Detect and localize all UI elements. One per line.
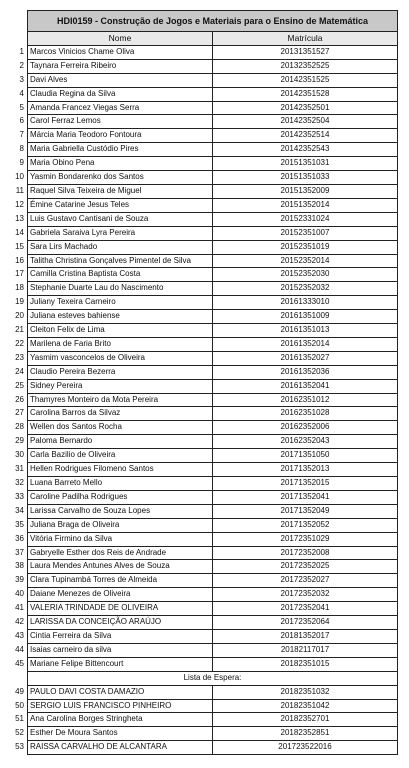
table-row xyxy=(0,73,398,87)
student-name: Juliany Texeira Carneiro xyxy=(28,296,213,310)
table-row xyxy=(0,129,398,143)
sheet-title: HDI0159 - Construção de Jogos e Materiais para o Ensino de Matemática xyxy=(28,11,398,32)
row-number: 14 xyxy=(15,227,24,237)
table-row xyxy=(0,643,398,657)
table-row xyxy=(0,310,398,324)
student-name: Raquel Silva Teixeira de Miguel xyxy=(28,184,213,198)
student-id: 20152331024 xyxy=(213,212,398,226)
table-row xyxy=(0,449,398,463)
student-id: 20171351050 xyxy=(213,449,398,463)
student-id: 20172352027 xyxy=(213,574,398,588)
student-name: Carol Ferraz Lemos xyxy=(28,115,213,129)
student-id: 20182351032 xyxy=(213,685,398,699)
row-number: 7 xyxy=(19,130,24,140)
table-row xyxy=(0,477,398,491)
student-name: Vitória Firmino da Silva xyxy=(28,532,213,546)
student-name: Juliana esteves bahiense xyxy=(28,310,213,324)
student-id: 20142352504 xyxy=(213,115,398,129)
row-number: 21 xyxy=(15,325,24,335)
student-id: 20132352525 xyxy=(213,59,398,73)
student-name: Davi Alves xyxy=(28,73,213,87)
student-name: Carolina Barros da Silvaz xyxy=(28,407,213,421)
student-id: 20172352041 xyxy=(213,602,398,616)
student-id: 20152351007 xyxy=(213,226,398,240)
row-number: 38 xyxy=(15,561,24,571)
student-name: Émine Catarine Jesus Teles xyxy=(28,198,213,212)
table-row xyxy=(0,435,398,449)
student-id: 20152351019 xyxy=(213,240,398,254)
student-name: Marcos Vinicios Chame Oliva xyxy=(28,45,213,59)
waiting-spacer xyxy=(0,671,28,685)
student-id: 201723522016 xyxy=(213,741,398,755)
student-name: VALERIA TRINDADE DE OLIVEIRA xyxy=(28,602,213,616)
row-number: 52 xyxy=(15,728,24,738)
student-name: Ana Carolina Borges Stringheta xyxy=(28,713,213,727)
student-id: 20131351527 xyxy=(213,45,398,59)
table-row xyxy=(0,337,398,351)
row-number: 1 xyxy=(19,46,24,56)
student-name: Gabryelle Esther dos Reis de Andrade xyxy=(28,546,213,560)
row-number: 17 xyxy=(15,269,24,279)
student-name: Caroline Padilha Rodrigues xyxy=(28,490,213,504)
table-row xyxy=(0,268,398,282)
student-id: 20161352014 xyxy=(213,337,398,351)
row-number: 43 xyxy=(15,630,24,640)
student-id: 20152352032 xyxy=(213,282,398,296)
column-header-id: Matrícula xyxy=(213,32,398,46)
student-id: 20172352025 xyxy=(213,560,398,574)
student-id: 20161351013 xyxy=(213,324,398,338)
student-id: 20172352064 xyxy=(213,616,398,630)
student-name: Daiane Menezes de Oliveira xyxy=(28,588,213,602)
row-number: 25 xyxy=(15,380,24,390)
student-name: Esther De Moura Santos xyxy=(28,727,213,741)
student-name: Taynara Ferreira Ribeiro xyxy=(28,59,213,73)
table-row xyxy=(0,324,398,338)
student-id: 20162352006 xyxy=(213,421,398,435)
row-number: 3 xyxy=(19,74,24,84)
row-number: 6 xyxy=(19,116,24,126)
table-row xyxy=(0,699,398,713)
table-row xyxy=(0,518,398,532)
table-row xyxy=(0,546,398,560)
table-row xyxy=(0,616,398,630)
student-id: 20171352052 xyxy=(213,518,398,532)
student-name: Mariane Felipe Bittencourt xyxy=(28,657,213,671)
column-header-name: Nome xyxy=(28,32,213,46)
student-id: 20151351031 xyxy=(213,157,398,171)
student-id: 20162352043 xyxy=(213,435,398,449)
row-number: 5 xyxy=(19,102,24,112)
waiting-list-label: Lista de Espera: xyxy=(28,671,398,685)
student-name: Cintia Ferreira da Silva xyxy=(28,629,213,643)
row-number: 23 xyxy=(15,352,24,362)
row-number: 31 xyxy=(15,464,24,474)
row-number: 41 xyxy=(15,603,24,613)
student-id: 20171352013 xyxy=(213,463,398,477)
student-name: Claudia Regina da Silva xyxy=(28,87,213,101)
row-number: 34 xyxy=(15,505,24,515)
student-id: 20151351033 xyxy=(213,171,398,185)
table-row xyxy=(0,115,398,129)
student-name: Sara Lirs Machado xyxy=(28,240,213,254)
row-number: 36 xyxy=(15,533,24,543)
table-row xyxy=(0,574,398,588)
table-row xyxy=(0,713,398,727)
table-row xyxy=(0,226,398,240)
row-number: 15 xyxy=(15,241,24,251)
table-row xyxy=(0,463,398,477)
row-number: 35 xyxy=(15,519,24,529)
student-id: 20182117017 xyxy=(213,643,398,657)
student-id: 20142352501 xyxy=(213,101,398,115)
row-number: 29 xyxy=(15,436,24,446)
table-row xyxy=(0,240,398,254)
student-id: 20142351528 xyxy=(213,87,398,101)
title-row xyxy=(0,11,398,32)
student-id: 20161352041 xyxy=(213,379,398,393)
row-number: 16 xyxy=(15,255,24,265)
student-name: Sidney Pereira xyxy=(28,379,213,393)
student-id: 20171352041 xyxy=(213,490,398,504)
row-number: 51 xyxy=(15,714,24,724)
student-id: 20182352851 xyxy=(213,727,398,741)
table-row xyxy=(0,421,398,435)
student-name: Maria Obino Pena xyxy=(28,157,213,171)
header-row xyxy=(0,32,398,46)
row-number: 11 xyxy=(15,185,24,195)
table-row xyxy=(0,212,398,226)
student-name: Paloma Bernardo xyxy=(28,435,213,449)
table-row xyxy=(0,490,398,504)
waiting-list-row xyxy=(0,671,398,685)
row-number: 26 xyxy=(15,394,24,404)
row-number: 49 xyxy=(15,686,24,696)
row-number: 30 xyxy=(15,450,24,460)
table-row xyxy=(0,741,398,755)
table-row xyxy=(0,588,398,602)
table-row xyxy=(0,532,398,546)
table-row xyxy=(0,282,398,296)
student-id: 20181352017 xyxy=(213,629,398,643)
student-id: 20142352543 xyxy=(213,143,398,157)
title-spacer xyxy=(0,11,28,32)
student-name: Yasmim vasconcelos de Oliveira xyxy=(28,351,213,365)
student-name: Laura Mendes Antunes Alves de Souza xyxy=(28,560,213,574)
student-name: Claudio Pereira Bezerra xyxy=(28,365,213,379)
row-number: 8 xyxy=(19,144,24,154)
row-number: 9 xyxy=(19,158,24,168)
student-name: Marilena de Faria Brito xyxy=(28,337,213,351)
student-name: Cleiton Felix de Lima xyxy=(28,324,213,338)
student-id: 20172352008 xyxy=(213,546,398,560)
row-number: 10 xyxy=(15,172,24,182)
student-name: Maria Gabriella Custódio Pires xyxy=(28,143,213,157)
student-name: Wellen dos Santos Rocha xyxy=(28,421,213,435)
table-row xyxy=(0,657,398,671)
student-id: 20142352514 xyxy=(213,129,398,143)
table-row xyxy=(0,407,398,421)
row-number: 13 xyxy=(15,213,24,223)
student-id: 20152352030 xyxy=(213,268,398,282)
table-row xyxy=(0,504,398,518)
row-number: 50 xyxy=(15,700,24,710)
table-row xyxy=(0,184,398,198)
table-row xyxy=(0,379,398,393)
row-number: 44 xyxy=(15,644,24,654)
table-row xyxy=(0,727,398,741)
student-id: 20182351015 xyxy=(213,657,398,671)
student-name: Márcia Maria Teodoro Fontoura xyxy=(28,129,213,143)
row-number: 53 xyxy=(15,742,24,752)
table-row xyxy=(0,602,398,616)
student-name: Amanda Francez Viegas Serra xyxy=(28,101,213,115)
table-row xyxy=(0,101,398,115)
row-number: 20 xyxy=(15,311,24,321)
row-number: 39 xyxy=(15,575,24,585)
student-id: 20171352015 xyxy=(213,477,398,491)
row-number: 22 xyxy=(15,338,24,348)
student-name: Luana Barreto Mello xyxy=(28,477,213,491)
student-name: PAULO DAVI COSTA DAMAZIO xyxy=(28,685,213,699)
row-number: 19 xyxy=(15,297,24,307)
student-id: 20142351525 xyxy=(213,73,398,87)
table-row xyxy=(0,157,398,171)
student-name: Camilla Cristina Baptista Costa xyxy=(28,268,213,282)
row-number: 33 xyxy=(15,491,24,501)
student-id: 20162351028 xyxy=(213,407,398,421)
table-row xyxy=(0,45,398,59)
student-name: Larissa Carvalho de Souza Lopes xyxy=(28,504,213,518)
row-number: 24 xyxy=(15,366,24,376)
row-number: 32 xyxy=(15,478,24,487)
student-name: Clara Tupinambá Torres de Almeida xyxy=(28,574,213,588)
row-number: 40 xyxy=(15,589,24,599)
table-row xyxy=(0,351,398,365)
table-row xyxy=(0,87,398,101)
student-name: Carla Bazilio de Oliveira xyxy=(28,449,213,463)
table-row xyxy=(0,143,398,157)
student-id: 20161351009 xyxy=(213,310,398,324)
student-name: Talitha Christina Gonçalves Pimentel de Silva xyxy=(28,254,213,268)
student-id: 20151352009 xyxy=(213,184,398,198)
student-table xyxy=(0,10,398,755)
student-id: 20172351029 xyxy=(213,532,398,546)
student-id: 20161352027 xyxy=(213,351,398,365)
row-number: 45 xyxy=(15,658,24,668)
student-name: Thamyres Monteiro da Mota Pereira xyxy=(28,393,213,407)
header-spacer xyxy=(0,32,28,46)
student-id: 20161333010 xyxy=(213,296,398,310)
student-name: Yasmin Bondarenko dos Santos xyxy=(28,171,213,185)
table-row xyxy=(0,198,398,212)
table-row xyxy=(0,560,398,574)
student-id: 20172352032 xyxy=(213,588,398,602)
row-number: 4 xyxy=(19,88,24,98)
row-number: 12 xyxy=(15,199,24,209)
student-id: 20171352049 xyxy=(213,504,398,518)
table-row xyxy=(0,59,398,73)
row-number: 27 xyxy=(15,408,24,418)
student-name: Stephanie Duarte Lau do Nascimento xyxy=(28,282,213,296)
student-id: 20182351042 xyxy=(213,699,398,713)
row-number: 42 xyxy=(15,617,24,627)
student-name: Isaias carneiro da silva xyxy=(28,643,213,657)
table-row xyxy=(0,254,398,268)
student-name: Luis Gustavo Cantisani de Souza xyxy=(28,212,213,226)
student-name: LARISSA DA CONCEIÇÃO ARAÚJO xyxy=(28,616,213,630)
student-id: 20162351012 xyxy=(213,393,398,407)
student-id: 20161352036 xyxy=(213,365,398,379)
student-id: 20152352014 xyxy=(213,254,398,268)
student-name: Hellen Rodrigues Filomeno Santos xyxy=(28,463,213,477)
student-name: Juliana Braga de Oliveira xyxy=(28,518,213,532)
row-number: 28 xyxy=(15,422,24,432)
student-name: RAISSA CARVALHO DE ALCANTARA xyxy=(28,741,213,755)
table-row xyxy=(0,393,398,407)
table-row xyxy=(0,296,398,310)
table-row xyxy=(0,629,398,643)
student-name: Gabriela Saraiva Lyra Pereira xyxy=(28,226,213,240)
student-id: 20151352014 xyxy=(213,198,398,212)
student-id: 20182352701 xyxy=(213,713,398,727)
student-name: SERGIO LUIS FRANCISCO PINHEIRO xyxy=(28,699,213,713)
row-number: 18 xyxy=(15,283,24,293)
table-row xyxy=(0,365,398,379)
table-row xyxy=(0,171,398,185)
table-row xyxy=(0,685,398,699)
row-number: 2 xyxy=(19,60,24,70)
row-number: 37 xyxy=(15,547,24,557)
